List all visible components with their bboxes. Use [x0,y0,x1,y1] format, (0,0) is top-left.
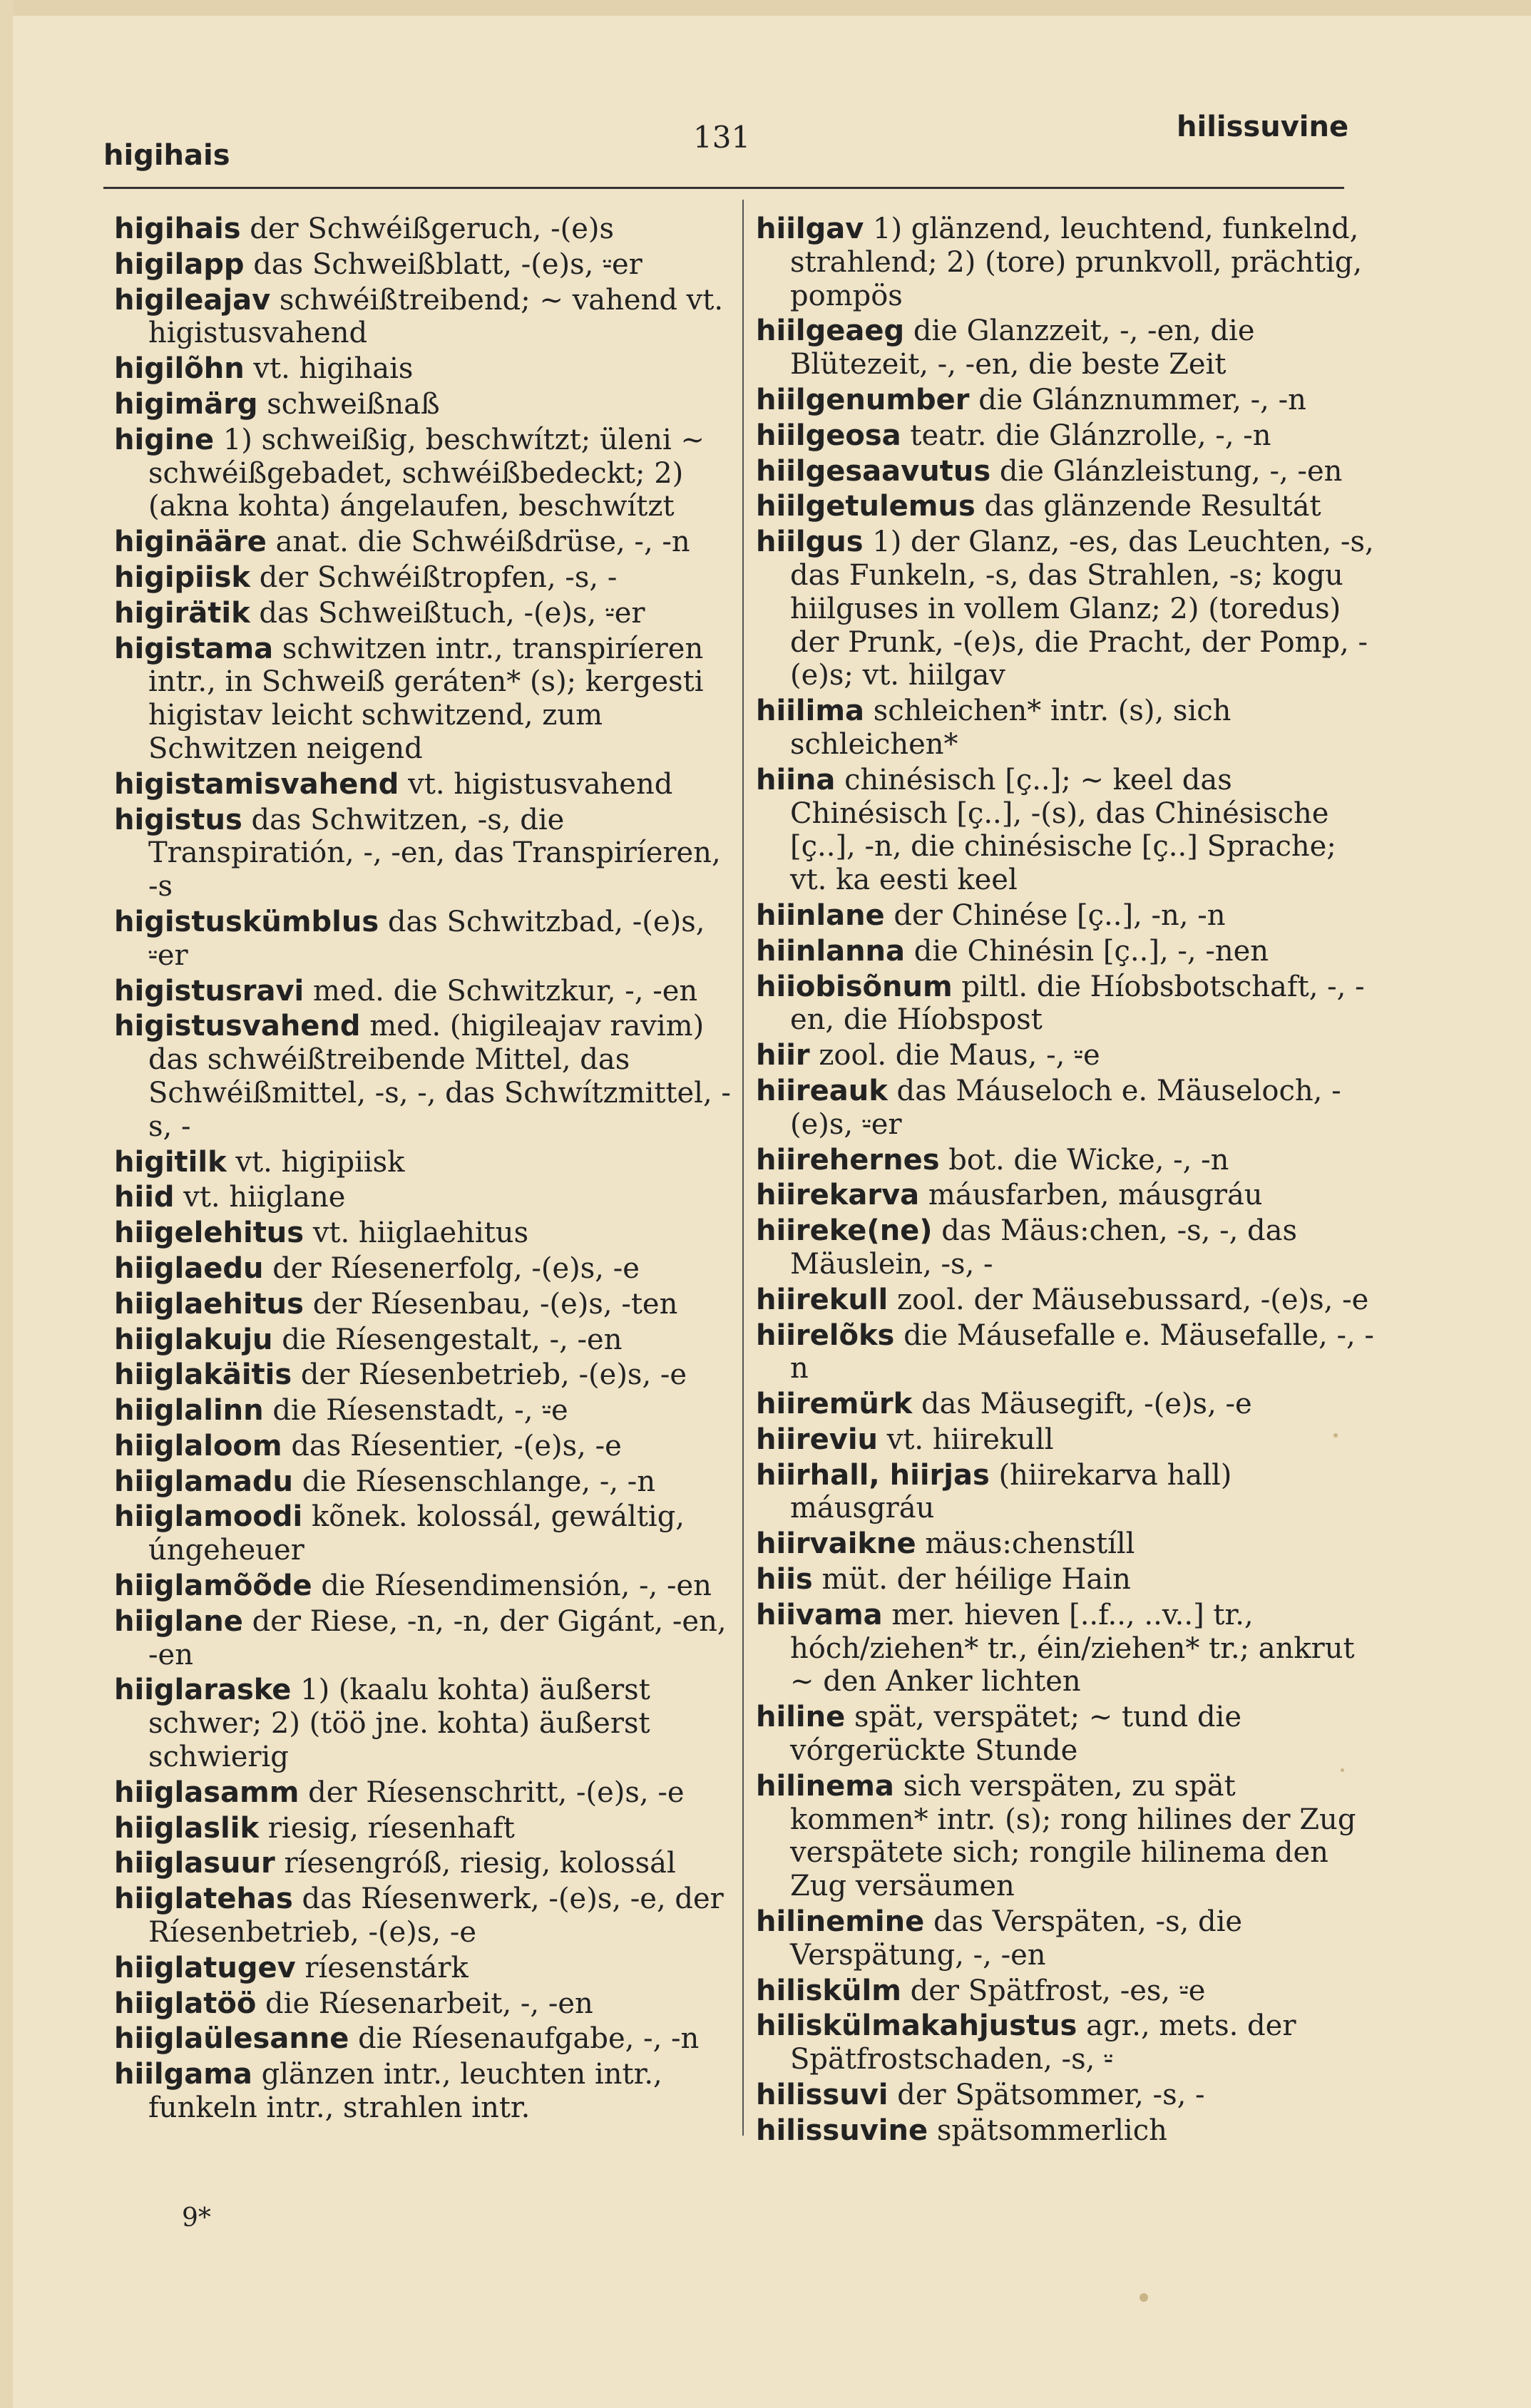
dictionary-entry [756,764,1376,897]
entry-definition: med. (higileajav ravim) das schwéißtreibende Mittel, das Schwéißmittel, -s, -, das Schwítzmittel, -s, - [148,1010,731,1143]
entry-definition: das Schweißblatt, -(e)s, ⸚er [253,247,642,281]
entry-definition: mer. hieven [..f.., ..v..] tr., hóch/ziehen* tr., éin/ziehen* tr.; ankrut ~ den Anker lichten [790,1598,1355,1699]
dictionary-entry [756,1599,1376,1699]
entry-definition: 1) (kaalu kohta) äußerst schwer; 2) (töö jne. kohta) äußerst schwierig [148,1674,650,1774]
entry-headword: hilinema [756,1769,894,1803]
entry-headword: hiiglakäitis [114,1358,292,1392]
dictionary-entry [756,455,1376,488]
dictionary-entry [114,597,734,630]
entry-headword: hiigelehitus [114,1216,304,1250]
dictionary-entry [114,424,734,523]
signature-mark: 9* [182,2203,211,2233]
dictionary-entry [114,352,734,386]
dictionary-entry [756,212,1376,312]
entry-definition: vt. hiiglane [183,1181,346,1214]
entry-headword: higitilk [114,1145,227,1179]
dictionary-entry [114,1394,734,1428]
entry-definition: der Ríesenbau, -(e)s, -ten [312,1287,678,1321]
entry-headword: higistuskümblus [114,905,379,938]
entry-headword: hiireke(ne) [756,1214,933,1248]
entry-headword: higihais [114,212,241,245]
dictionary-entry [114,768,734,801]
entry-definition: riesig, ríesenhaft [267,1811,515,1845]
dictionary-entry [756,1319,1376,1386]
entry-definition: kõnek. kolossál, gewáltig, úngeheuer [148,1500,685,1567]
dictionary-entry [114,2058,734,2125]
dictionary-entry [114,1252,734,1286]
entry-definition: die Glánznummer, -, -n [978,383,1306,416]
entry-headword: hiilima [756,695,864,728]
entry-definition: das Schwitzen, -s, die Transpiratión, -, -en, das Transpiríeren, -s [148,803,721,903]
entry-headword: hiilgav [756,212,864,245]
dictionary-entry [756,1563,1376,1597]
dictionary-entry [756,970,1376,1038]
entry-definition: spät, verspätet; ~ tund die vórgerückte Stunde [790,1701,1242,1768]
dictionary-entry [114,1776,734,1810]
dictionary-entry [114,1216,734,1250]
dictionary-entry [756,899,1376,933]
entry-definition: müt. der héilige Hain [821,1563,1131,1597]
dictionary-entry [114,1358,734,1392]
entry-headword: hiilgeosa [756,419,901,452]
entry-headword: hiirekarva [756,1179,920,1212]
entry-definition: vt. higipiisk [235,1145,405,1179]
entry-definition: 1) glänzend, leuchtend, funkelnd, strahlend; 2) (tore) prunkvoll, prächtig, pompös [790,212,1363,312]
dictionary-entry [114,1010,734,1143]
entry-headword: hiiglamoodi [114,1500,303,1534]
entry-headword: hiilgus [756,526,864,559]
entry-headword: hilissuvi [756,2079,889,2112]
entry-definition: der Schwéißgeruch, -(e)s [250,212,615,245]
right-column [756,212,1376,2152]
entry-headword: hiiglaülesanne [114,2022,349,2056]
dictionary-entry [114,1146,734,1179]
entry-headword: hiivama [756,1598,883,1631]
dictionary-entry [114,212,734,246]
entry-headword: hiiglasamm [114,1776,299,1809]
entry-headword: hiir [756,1039,810,1072]
dictionary-entry [756,1284,1376,1317]
dictionary-entry [756,1459,1376,1526]
entry-definition: das Schwitzbad, -(e)s, ⸚er [148,905,705,972]
entry-definition: das Ríesenwerk, -(e)s, -e, der Ríesenbetrieb, -(e)s, -e [148,1882,724,1950]
left-column [114,212,734,2152]
dictionary-entry [756,384,1376,417]
dictionary-entry [756,1701,1376,1768]
dictionary-entry [756,526,1376,692]
paper-stain [1140,2293,1148,2302]
dictionary-entry [114,1952,734,1985]
entry-headword: higistama [114,632,274,665]
entry-headword: higistusravi [114,974,304,1008]
entry-headword: hiilgama [114,2058,252,2091]
entry-definition: agr., mets. der Spätfrostschaden, -s, ⸚ [790,2009,1296,2076]
entry-headword: hiirehernes [756,1143,940,1177]
dictionary-entry [114,1465,734,1499]
dictionary-entry [756,1974,1376,2008]
dictionary-entry [114,1882,734,1950]
entry-definition: ríesengróß, riesig, kolossál [284,1847,676,1880]
dictionary-entry [114,1812,734,1845]
entry-headword: higine [114,423,215,456]
dictionary-entry [756,2079,1376,2112]
entry-headword: hiirvaikne [756,1527,916,1561]
header-rule [103,187,1344,189]
entry-headword: hiirhall, hiirjas [756,1458,990,1492]
entry-definition: der Chinése [ç..], -n, -n [893,898,1226,932]
entry-headword: hiireauk [756,1074,888,1107]
entry-headword: hiline [756,1701,846,1734]
entry-definition: schwéißtreibend; ~ vahend vt. higistusvahend [148,283,724,350]
dictionary-entry [756,2114,1376,2148]
entry-definition: die Ríesenstadt, -, ⸚e [272,1394,568,1428]
entry-definition: sich verspäten, zu spät kommen* intr. (s); rong hilines der Zug verspätete sich; rongile hilinema den Zug versäumen [790,1769,1356,1903]
entry-definition: 1) der Glanz, -es, das Leuchten, -s, das Funkeln, -s, das Strahlen, -s; kogu hiilguses in vollem Glanz; 2) (toredus) der Prunk, -(e)s, die Pracht, der Pomp, -(e)s; vt. hiilgav [790,526,1374,692]
dictionary-entry [756,314,1376,381]
entry-definition: die Ríesenaufgabe, -, -n [358,2022,700,2056]
page-number: 131 [693,120,751,155]
dictionary-entry [114,1430,734,1463]
dictionary-entry [114,1323,734,1357]
dictionary-entry [756,1527,1376,1561]
entry-headword: hiiglaedu [114,1251,264,1285]
entry-headword: hiinlanna [756,934,906,968]
entry-headword: hiirelõks [756,1318,895,1352]
entry-definition: vt. hiiglaehitus [312,1216,529,1250]
entry-definition: die Ríesenschlange, -, -n [302,1465,656,1498]
dictionary-entry [114,1288,734,1321]
entry-headword: hiilgesaavutus [756,454,991,488]
entry-headword: hiliskülmakahjustus [756,2009,1077,2043]
entry-headword: higistusvahend [114,1010,361,1043]
entry-definition: vt. hiirekull [886,1423,1054,1456]
entry-headword: hiilgetulemus [756,490,976,523]
entry-definition: das Ríesentier, -(e)s, -e [291,1429,622,1462]
entry-headword: higileajav [114,283,271,317]
entry-headword: hiliskülm [756,1974,901,2007]
entry-headword: hiiremürk [756,1388,913,1421]
entry-definition: das Verspäten, -s, die Verspätung, -, -en [790,1905,1243,1972]
entry-definition: die Glánzleistung, -, -en [999,454,1343,488]
entry-definition: mäus:chenstíll [925,1527,1135,1561]
entry-definition: teatr. die Glánzrolle, -, -n [910,419,1271,452]
dictionary-entry [756,1075,1376,1142]
entry-headword: higilõhn [114,352,245,386]
dictionary-entry [114,1500,734,1567]
page-edge-left [0,0,13,2408]
entry-definition: der Ríesenbetrieb, -(e)s, -e [300,1358,687,1392]
running-head-right: hilissuvine [1177,111,1349,143]
dictionary-entry [756,935,1376,968]
entry-definition: der Spätfrost, -es, ⸚e [910,1974,1206,2007]
dictionary-entry [114,1605,734,1672]
entry-definition: ríesenstárk [304,1951,468,1984]
dictionary-entry [114,2022,734,2056]
dictionary-entry [114,1569,734,1603]
entry-definition: zool. der Mäusebussard, -(e)s, -e [896,1283,1369,1316]
entry-definition: die Glanzzeit, -, -en, die Blütezeit, -, -en, die beste Zeit [790,314,1255,381]
dictionary-entry [756,1144,1376,1177]
entry-definition: schleichen* intr. (s), sich schleichen* [790,695,1232,761]
dictionary-entry [114,1181,734,1214]
dictionary-entry [756,1905,1376,1972]
entry-headword: hiiglaraske [114,1674,292,1707]
entry-headword: hiiglatugev [114,1951,296,1984]
entry-definition: anat. die Schwéißdrüse, -, -n [275,526,690,559]
entry-headword: higistamisvahend [114,767,399,801]
entry-definition: (hiirekarva hall) máusgráu [790,1458,1232,1525]
entry-headword: hiiglatöö [114,1987,257,2020]
dictionary-entry [114,526,734,559]
dictionary-entry [756,1770,1376,1903]
entry-definition: bot. die Wicke, -, -n [948,1143,1229,1177]
dictionary-entry [756,419,1376,453]
page-edge-top [0,0,1531,16]
entry-headword: hiiglaloom [114,1429,282,1462]
entry-headword: higistus [114,803,242,836]
entry-definition: das Schweißtuch, -(e)s, ⸚er [259,596,645,630]
entry-headword: hiireviu [756,1423,879,1456]
entry-definition: die Chinésin [ç..], -, -nen [913,934,1269,968]
dictionary-entry [114,975,734,1008]
entry-definition: schweißnaß [267,387,440,421]
entry-headword: hiid [114,1181,175,1214]
entry-definition: die Ríesendimensión, -, -en [321,1569,712,1603]
entry-headword: higimärg [114,387,258,421]
dictionary-entry [114,1847,734,1880]
dictionary-entry [756,1039,1376,1072]
entry-definition: das glänzende Resultát [984,490,1321,523]
entry-definition: die Ríesenarbeit, -, -en [265,1987,593,2020]
entry-headword: hiilgeaeg [756,314,905,348]
entry-headword: hiiglamõõde [114,1569,312,1603]
entry-definition: die Ríesengestalt, -, -en [282,1323,623,1356]
entry-headword: hiinlane [756,898,885,932]
dictionary-entry [114,284,734,351]
dictionary-entry [114,388,734,421]
running-head-left: higihais [103,139,230,172]
entry-headword: hiiglasuur [114,1847,275,1880]
entry-definition: das Máuseloch e. Mäuseloch, -(e)s, ⸚er [790,1074,1341,1141]
column-separator [742,200,744,2136]
entry-definition: spätsommerlich [936,2114,1167,2147]
entry-definition: zool. die Maus, -, ⸚e [819,1039,1100,1072]
entry-headword: hiiglaehitus [114,1287,304,1321]
entry-headword: higinääre [114,526,267,559]
dictionary-entry [114,632,734,766]
dictionary-entry [756,695,1376,762]
dictionary-entry [114,561,734,595]
entry-headword: hiiglamadu [114,1465,294,1498]
entry-headword: hiiglakuju [114,1323,273,1356]
dictionary-entry [756,1214,1376,1281]
entry-headword: hiilgenumber [756,383,970,416]
dictionary-entry [114,248,734,282]
dictionary-entry [114,906,734,973]
entry-headword: hiiglatehas [114,1882,293,1916]
entry-headword: hilissuvine [756,2114,928,2147]
dictionary-entry [756,490,1376,523]
entry-headword: higilapp [114,247,245,281]
entry-definition: der Ríesenschritt, -(e)s, -e [308,1776,685,1809]
entry-definition: der Schwéißtropfen, -s, - [259,560,618,594]
entry-headword: higirätik [114,596,250,630]
entry-definition: das Mäus:chen, -s, -, das Mäuslein, -s, - [790,1214,1297,1281]
entry-headword: hiiglane [114,1604,243,1638]
dictionary-entry [114,1987,734,2021]
entry-definition: glänzen intr., leuchten intr., funkeln intr., strahlen intr. [148,2058,662,2125]
entry-definition: máusfarben, máusgráu [928,1179,1263,1212]
entry-definition: das Mäusegift, -(e)s, -e [921,1388,1252,1421]
dictionary-entry [756,1388,1376,1421]
entry-headword: hiina [756,763,836,796]
entry-definition: der Spätsommer, -s, - [897,2079,1205,2112]
entry-definition: piltl. die Híobsbotschaft, -, -en, die Híobspost [790,970,1365,1037]
entry-definition: vt. higistusvahend [408,767,673,801]
entry-definition: der Riese, -n, -n, der Gigánt, -en, -en [148,1604,727,1671]
entry-definition: die Máusefalle e. Mäusefalle, -, -n [790,1318,1374,1385]
dictionary-entry [756,1179,1376,1212]
entry-definition: chinésisch [ç..]; ~ keel das Chinésisch [ç..], -(s), das Chinésische [ç..], -n, die chinésische [ç..] Sprache; vt. ka eesti keel [790,763,1336,897]
entry-headword: hilinemine [756,1905,925,1939]
entry-definition: vt. higihais [253,352,414,386]
entry-headword: hiis [756,1563,813,1597]
entry-headword: higipiisk [114,560,250,594]
entry-definition: der Ríesenerfolg, -(e)s, -e [272,1251,640,1285]
dictionary-entry [114,804,734,903]
dictionary-entry [756,2009,1376,2076]
entry-definition: schwitzen intr., transpiríeren intr., in Schweiß geráten* (s); kergesti higistav leicht schwitzend, zum Schwitzen neigend [148,632,704,765]
entry-headword: hiiglaslik [114,1811,260,1845]
entry-headword: hiiglalinn [114,1394,264,1428]
dictionary-entry [114,1674,734,1773]
entry-headword: hiirekull [756,1283,889,1316]
dictionary-entry [756,1423,1376,1457]
entry-definition: 1) schweißig, beschwítzt; üleni ~ schwéißgebadet, schwéißbedeckt; 2) (akna kohta) ángelaufen, beschwítzt [148,423,705,523]
entry-headword: hiiobisõnum [756,970,953,1003]
entry-definition: med. die Schwitzkur, -, -en [312,974,698,1008]
